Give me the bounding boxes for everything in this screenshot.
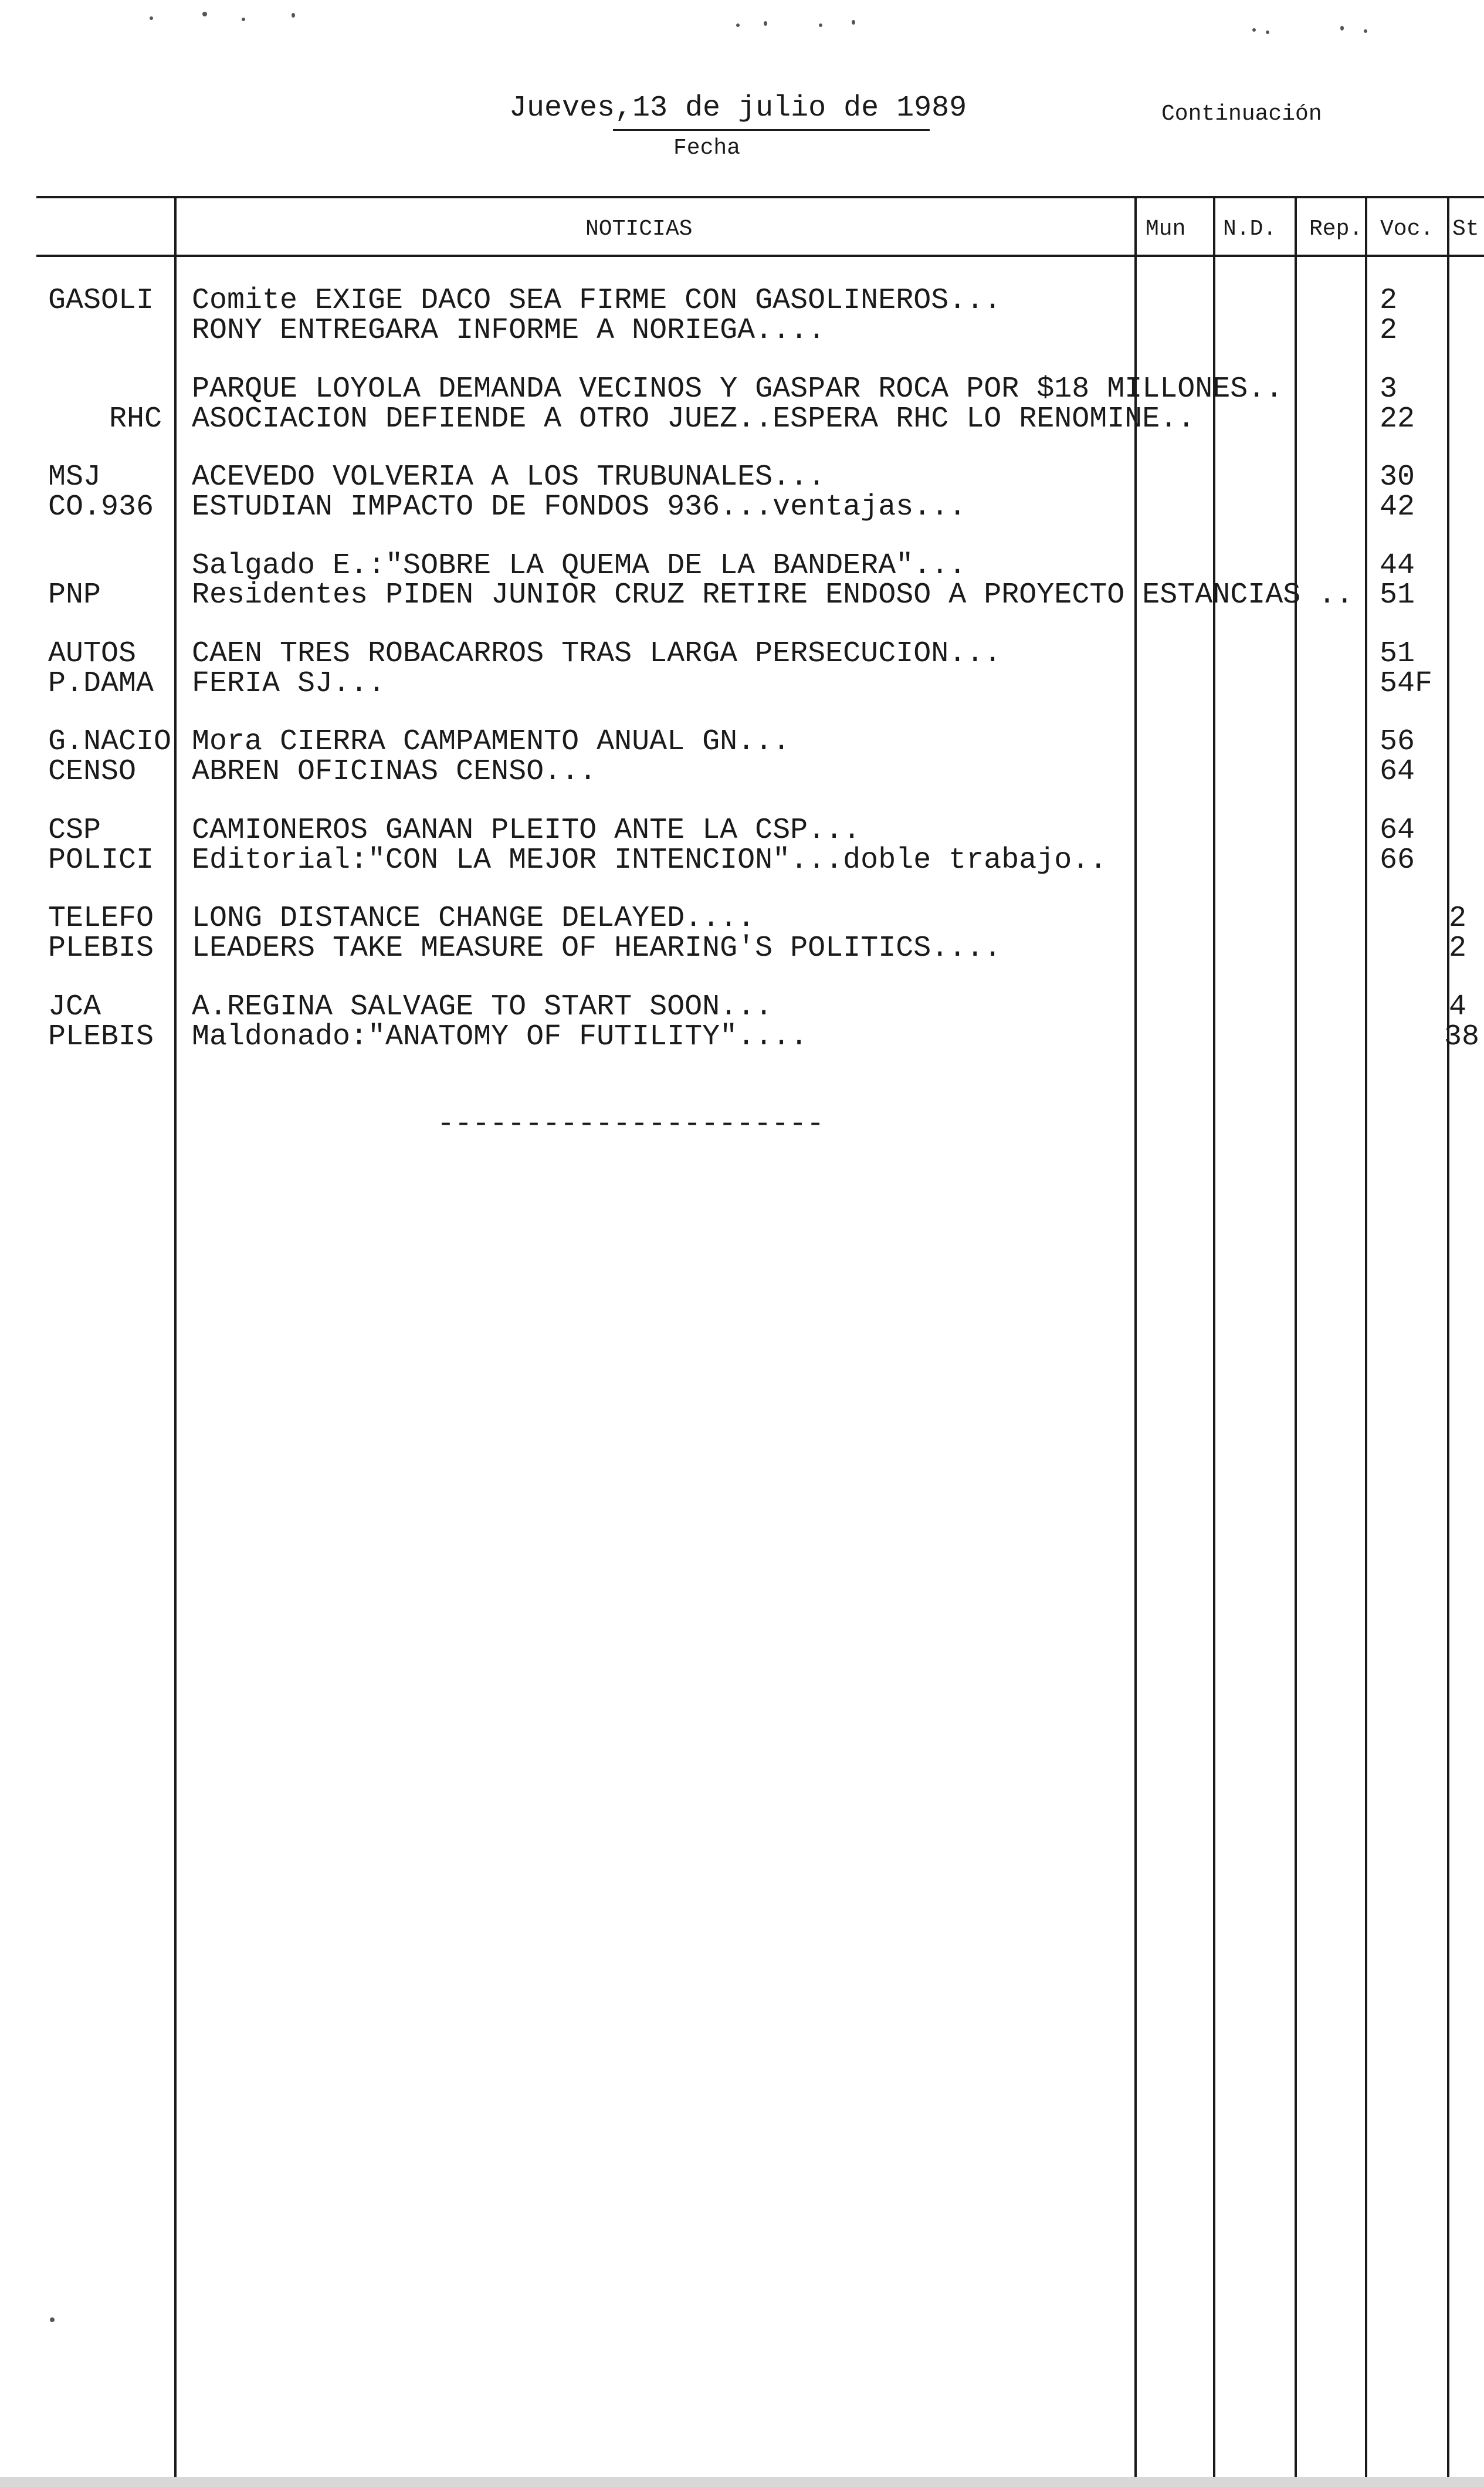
- table-top-rule: [36, 196, 1484, 198]
- row-headline: LEADERS TAKE MEASURE OF HEARING'S POLITICS....: [192, 932, 1002, 965]
- date-underline: [613, 129, 930, 131]
- row-voc: 42: [1380, 490, 1415, 524]
- row-voc: 54F: [1380, 667, 1433, 701]
- row-st: 2: [1449, 932, 1467, 965]
- row-headline: ASOCIACION DEFIENDE A OTRO JUEZ..ESPERA RHC LO RENOMINE..: [192, 402, 1195, 436]
- scan-speck: [1364, 29, 1367, 33]
- row-voc: 44: [1380, 549, 1415, 583]
- row-code: GASOLI: [48, 284, 154, 317]
- row-st: 4: [1449, 990, 1467, 1024]
- column-header-noticias: NOTICIAS: [585, 216, 693, 242]
- column-divider-nd: [1213, 196, 1215, 2487]
- scan-speck: [150, 16, 153, 20]
- scan-speck: [819, 23, 822, 27]
- date-line: Jueves,13 de julio de 1989: [509, 92, 967, 125]
- row-voc: 30: [1380, 461, 1415, 494]
- row-headline: CAEN TRES ROBACARROS TRAS LARGA PERSECUCION...: [192, 637, 1002, 671]
- scan-speck: [1340, 26, 1344, 31]
- row-st: 38: [1444, 1020, 1480, 1054]
- date-caption: Fecha: [673, 136, 741, 161]
- row-voc: 66: [1380, 844, 1415, 877]
- row-headline: ACEVEDO VOLVERIA A LOS TRUBUNALES...: [192, 461, 826, 494]
- row-headline: Residentes PIDEN JUNIOR CRUZ RETIRE ENDOSO A PROYECTO ESTANCIAS ..: [192, 578, 1354, 612]
- row-code: CSP: [48, 814, 101, 847]
- row-headline: Comite EXIGE DACO SEA FIRME CON GASOLINEROS...: [192, 284, 1002, 317]
- scan-speck: [736, 23, 740, 27]
- closing-dash-rule: ----------------------: [437, 1108, 825, 1141]
- column-divider-mun: [1134, 196, 1137, 2487]
- column-divider-st: [1447, 196, 1449, 2487]
- row-st: 2: [1449, 902, 1467, 935]
- column-header-nd: N.D.: [1223, 216, 1277, 242]
- row-code: AUTOS: [48, 637, 137, 671]
- row-code: JCA: [48, 990, 101, 1024]
- scan-speck: [292, 13, 295, 18]
- row-voc: 2: [1380, 284, 1398, 317]
- row-voc: 64: [1380, 755, 1415, 789]
- row-code: POLICI: [48, 844, 154, 877]
- column-divider-voc: [1365, 196, 1367, 2487]
- scan-bottom-edge: [0, 2477, 1484, 2487]
- row-headline: CAMIONEROS GANAN PLEITO ANTE LA CSP...: [192, 814, 861, 847]
- row-code: PLEBIS: [48, 932, 154, 965]
- row-code: PNP: [48, 578, 101, 612]
- row-headline: PARQUE LOYOLA DEMANDA VECINOS Y GASPAR ROCA POR $18 MILLONES..: [192, 373, 1283, 406]
- continuation-label: Continuación: [1161, 101, 1322, 127]
- row-code: TELEFO: [48, 902, 154, 935]
- row-headline: A.REGINA SALVAGE TO START SOON...: [192, 990, 773, 1024]
- scan-speck: [1252, 28, 1256, 32]
- row-code: PLEBIS: [48, 1020, 154, 1054]
- row-code: CO.936: [48, 490, 154, 524]
- column-divider-rep: [1295, 196, 1297, 2487]
- row-code: CENSO: [48, 755, 137, 789]
- row-voc: 51: [1380, 637, 1415, 671]
- row-headline: Salgado E.:"SOBRE LA QUEMA DE LA BANDERA"...: [192, 549, 967, 583]
- scan-speck: [852, 20, 855, 25]
- row-headline: ESTUDIAN IMPACTO DE FONDOS 936...ventajas...: [192, 490, 967, 524]
- scan-speck: [1266, 31, 1269, 34]
- scan-speck: [764, 21, 767, 26]
- row-headline: ABREN OFICINAS CENSO...: [192, 755, 597, 789]
- row-headline: FERIA SJ...: [192, 667, 386, 701]
- row-voc: 3: [1380, 373, 1398, 406]
- row-voc: 2: [1380, 314, 1398, 347]
- row-code: P.DAMA: [48, 667, 154, 701]
- scan-speck: [242, 18, 245, 21]
- column-header-rep: Rep.: [1309, 216, 1363, 242]
- column-header-mun: Mun: [1146, 216, 1186, 242]
- row-headline: Editorial:"CON LA MEJOR INTENCION"...doble trabajo..: [192, 844, 1107, 877]
- row-headline: Maldonado:"ANATOMY OF FUTILITY"....: [192, 1020, 808, 1054]
- row-headline: RONY ENTREGARA INFORME A NORIEGA....: [192, 314, 826, 347]
- column-divider-code: [174, 196, 177, 2487]
- row-headline: Mora CIERRA CAMPAMENTO ANUAL GN...: [192, 725, 791, 759]
- row-voc: 56: [1380, 725, 1415, 759]
- row-code: G.NACIO: [48, 725, 172, 759]
- row-headline: LONG DISTANCE CHANGE DELAYED....: [192, 902, 755, 935]
- column-header-voc: Voc.: [1380, 216, 1434, 242]
- scan-speck: [202, 12, 207, 16]
- row-code: RHC: [109, 402, 162, 436]
- row-code: MSJ: [48, 461, 101, 494]
- column-header-st: St: [1452, 216, 1479, 242]
- row-voc: 22: [1380, 402, 1415, 436]
- row-voc: 51: [1380, 578, 1415, 612]
- scan-speck: [50, 2317, 55, 2322]
- row-voc: 64: [1380, 814, 1415, 847]
- table-header-rule: [36, 255, 1484, 257]
